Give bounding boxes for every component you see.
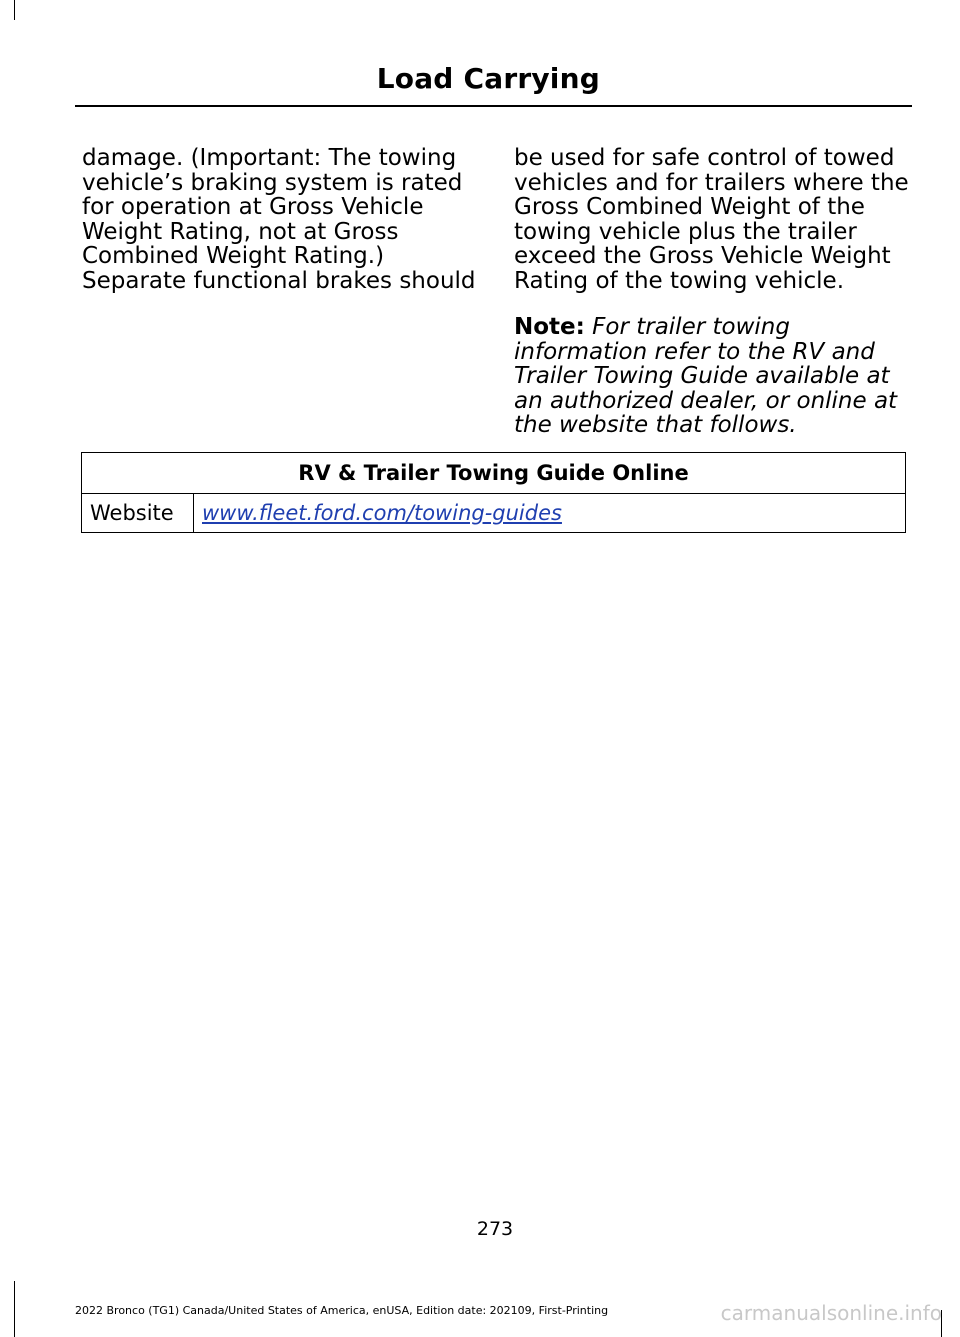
table-row (82, 494, 906, 533)
note-text: For trailer towing information refer to the RV and Trailer Towing Guide available at an authorized dealer, or online at the website that follows. (514, 314, 898, 438)
towing-guides-link[interactable]: www.fleet.ford.com/towing-guides (202, 501, 562, 525)
right-column (514, 146, 914, 438)
watermark: carmanualsonline.info (720, 1301, 942, 1325)
table-row-value (194, 494, 906, 533)
crop-mark-bottom-left-v (14, 1281, 15, 1337)
table-row-label: Website (82, 494, 194, 533)
right-column-paragraph: be used for safe control of towed vehicles and for trailers where the Gross Combined Weight of the towing vehicle plus the trailer exceed the Gross Vehicle Weight Rating of the towing vehicle. (514, 145, 909, 294)
table-title: RV & Trailer Towing Guide Online (82, 453, 906, 494)
crop-mark-top-left-v (14, 0, 15, 20)
note (514, 315, 914, 438)
footer-text: 2022 Bronco (TG1) Canada/United States of America, enUSA, Edition date: 202109, First-Printing (75, 1304, 609, 1317)
towing-guide-table (81, 452, 906, 533)
note-label: Note: (514, 314, 585, 340)
left-column-paragraph: damage. (Important: The towing vehicle’s braking system is rated for operation at Gross Vehicle Weight Rating, not at Gross Combined Weight Rating.) Separate functional brakes should (82, 145, 476, 294)
table-header-row (82, 453, 906, 494)
header-divider (75, 105, 912, 107)
page-title: Load Carrying (376, 62, 600, 95)
left-column (82, 146, 482, 293)
page-number: 273 (476, 1218, 514, 1240)
